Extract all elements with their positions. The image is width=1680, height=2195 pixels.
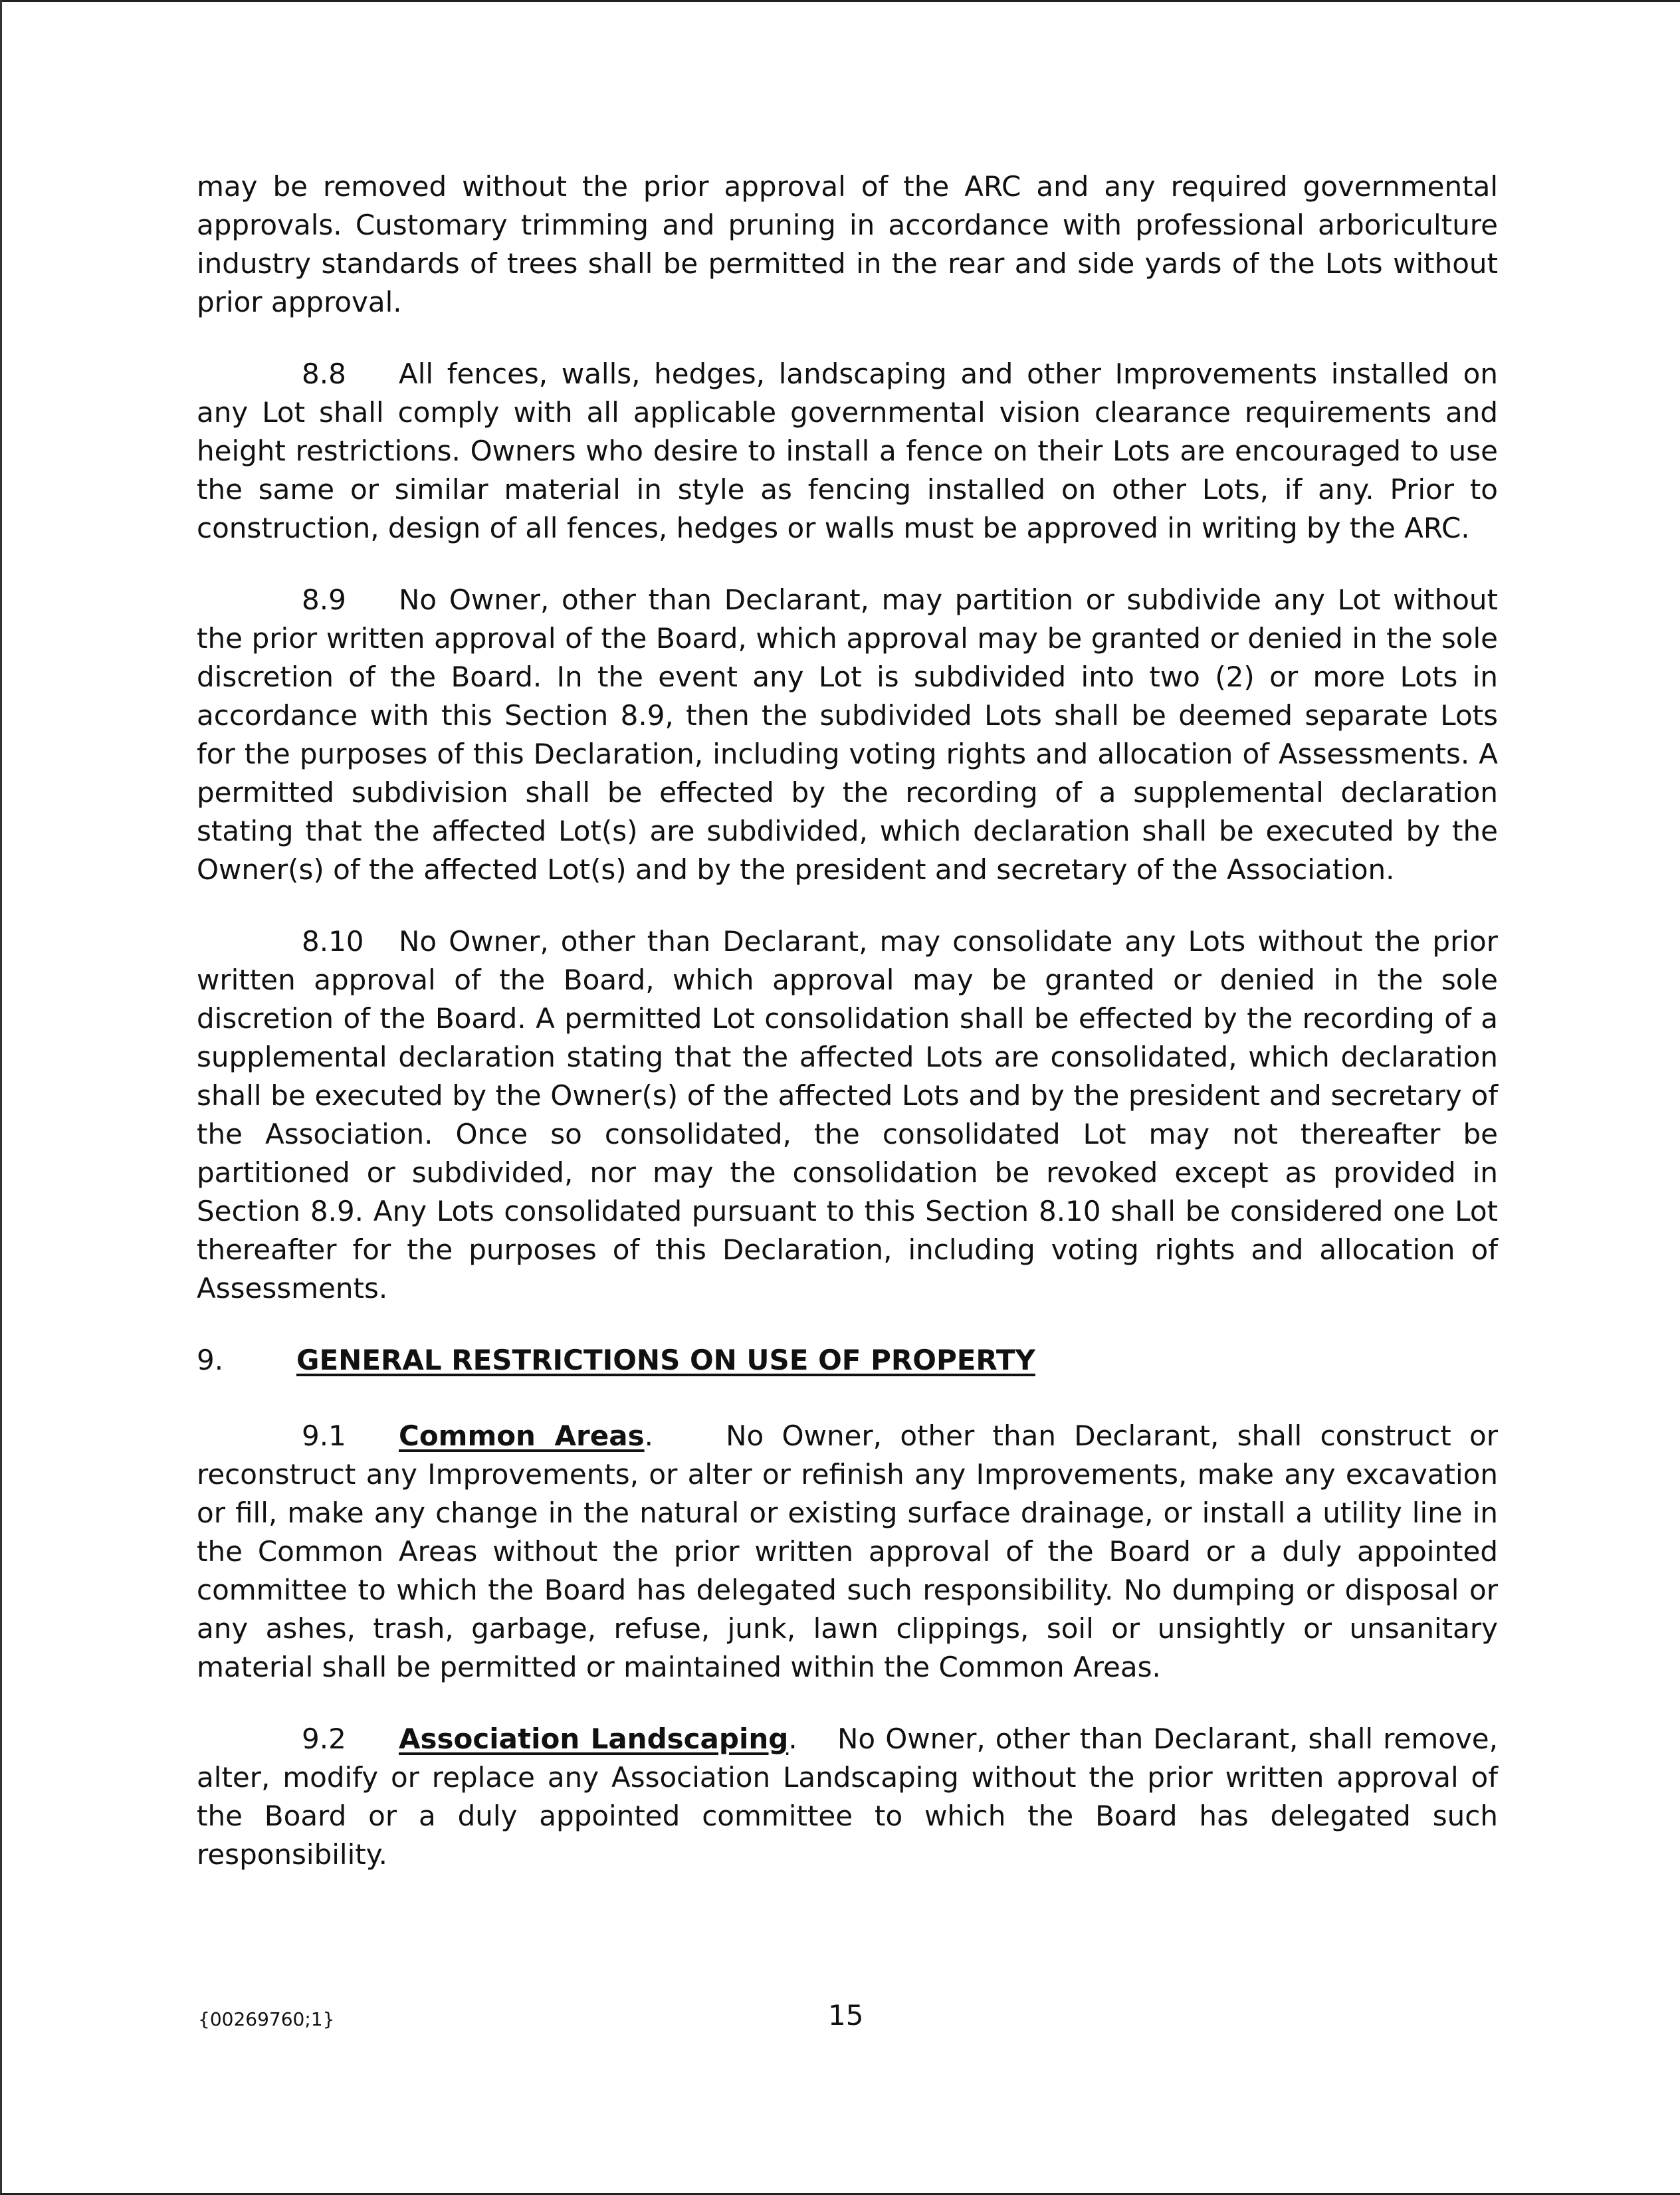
paragraph-8-9 xyxy=(197,581,1498,889)
paragraph-9-1 xyxy=(197,1417,1498,1687)
section-title: GENERAL RESTRICTIONS ON USE OF PROPERTY xyxy=(296,1344,1035,1376)
subsection-title: Common Areas xyxy=(399,1419,645,1452)
section-number: 9. xyxy=(197,1344,224,1376)
paragraph-text: All fences, walls, hedges, landscaping and other Improvements installed on any Lot shall comply with all applicable governmental vision clearance requirements and height restrictions. Owners who desire to install a fence on their Lots are encouraged to use the same or similar material in style as fencing installed on other Lots, if any. Prior to construction, design of all fences, hedges or walls must be approved in writing by the ARC. xyxy=(197,358,1498,544)
paragraph-text: No Owner, other than Declarant, shall construct or reconstruct any Improvements, or alter or refinish any Improvements, make any excavation or fill, make any change in the natural or existing surface drainage, or install a utility line in the Common Areas without the prior written approval of the Board or a duly appointed committee to which the Board has delegated such responsibility. No dumping or disposal or any ashes, trash, garbage, refuse, junk, lawn clippings, soil or unsightly or unsanitary material shall be permitted or maintained within the Common Areas. xyxy=(197,1419,1498,1683)
page-number: 15 xyxy=(828,1999,864,2032)
section-number: 9.1 xyxy=(302,1419,346,1452)
subsection-title: Association Landscaping xyxy=(399,1723,789,1755)
paragraph-text: No Owner, other than Declarant, shall remove, alter, modify or replace any Association Landscaping without the prior written approval of the Board or a duly appointed committee to which the Board has delegated such responsibility. xyxy=(197,1723,1498,1871)
title-period: . xyxy=(644,1419,653,1452)
page-body xyxy=(197,167,1498,1907)
paragraph-8-8 xyxy=(197,355,1498,548)
scan-edge-top xyxy=(0,0,1680,2)
section-number: 9.2 xyxy=(302,1723,346,1755)
paragraph-8-10 xyxy=(197,922,1498,1308)
paragraph-text: No Owner, other than Declarant, may consolidate any Lots without the prior written approval of the Board, which approval may be granted or denied in the sole discretion of the Board. A permitted Lot consolidation shall be effected by the recording of a supplemental declaration stating that the affected Lots are consolidated, which declaration shall be executed by the Owner(s) of the affected Lots and by the president and secretary of the Association. Once so consolidated, the consolidated Lot may not thereafter be partitioned or subdivided, nor may the consolidation be revoked except as provided in Section 8.9. Any Lots consolidated pursuant to this Section 8.10 shall be considered one Lot thereafter for the purposes of this Declaration, including voting rights and allocation of Assessments. xyxy=(197,925,1498,1305)
section-number: 8.8 xyxy=(302,358,346,390)
title-period: . xyxy=(788,1723,797,1755)
paragraph-continuation: may be removed without the prior approval of the ARC and any required governmental approvals. Customary trimming and pruning in accordance with professional arboriculture industry standards of trees shall be permitted in the rear and side yards of the Lots without prior approval. xyxy=(197,170,1498,318)
section-number: 8.9 xyxy=(302,583,346,616)
paragraph-text: No Owner, other than Declarant, may partition or subdivide any Lot without the prior written approval of the Board, which approval may be granted or denied in the sole discretion of the Board. In the event any Lot is subdivided into two (2) or more Lots in accordance with this Section 8.9, then the subdivided Lots shall be deemed separate Lots for the purposes of this Declaration, including voting rights and allocation of Assessments. A permitted subdivision shall be effected by the recording of a supplemental declaration stating that the affected Lot(s) are subdivided, which declaration shall be executed by the Owner(s) of the affected Lot(s) and by the president and secretary of the Association. xyxy=(197,583,1498,886)
section-number: 8.10 xyxy=(302,925,364,958)
document-code: {00269760;1} xyxy=(198,2008,335,2030)
scan-edge-left xyxy=(0,0,2,2195)
section-9-heading xyxy=(197,1341,1498,1380)
paragraph-9-2 xyxy=(197,1720,1498,1874)
